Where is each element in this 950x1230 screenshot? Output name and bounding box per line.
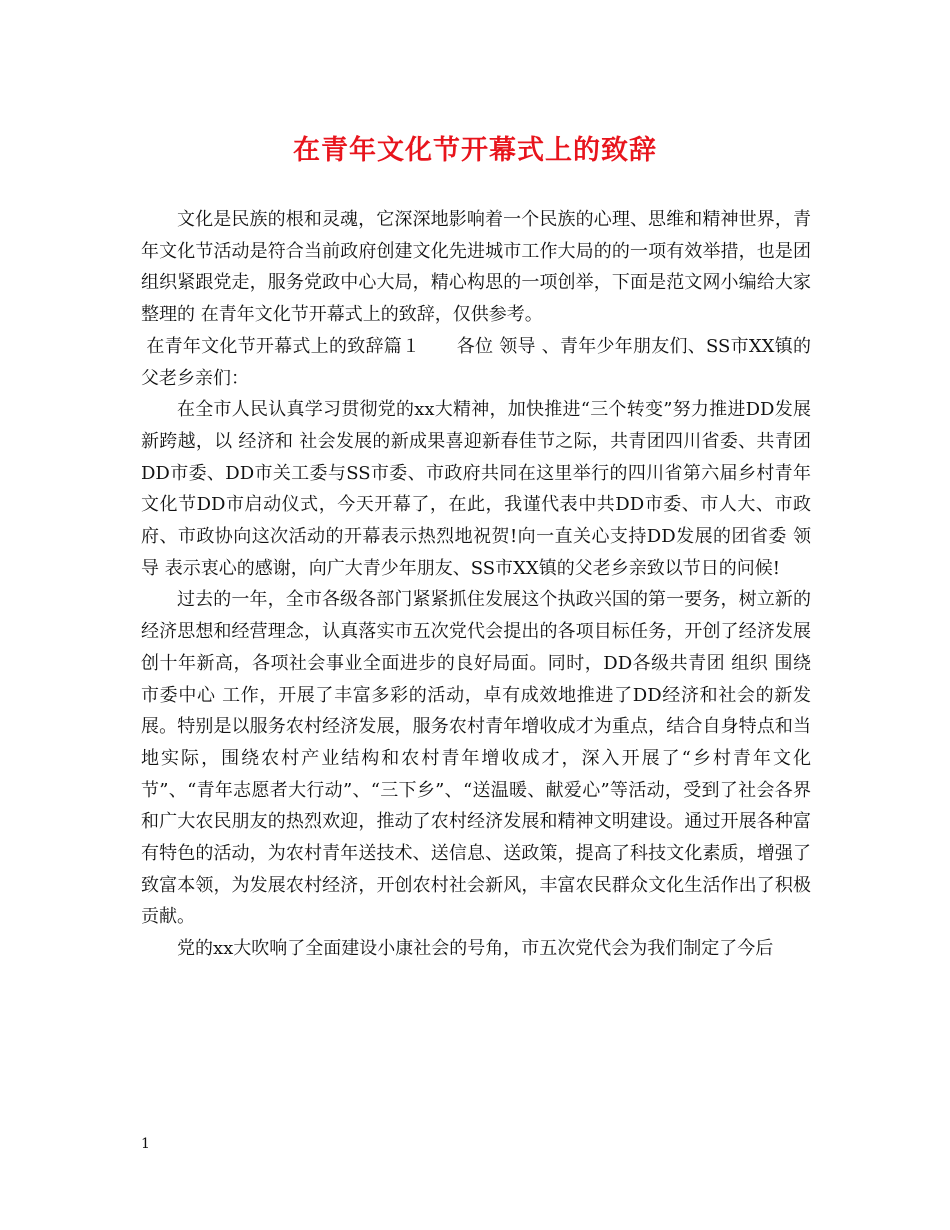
page-number: 1	[141, 1136, 150, 1152]
paragraph-intro: 文化是民族的根和灵魂，它深深地影响着一个民族的心理、思维和精神世界，青年文化节活动是符合当前政府创建文化先进城市工作大局的的一项有效举措，也是团组织紧跟党走，服务党政中心大局，精心构思的一项创举，下面是范文网小编给大家整理的 在青年文化节开幕式上的致辞，仅供参考。	[141, 209, 811, 326]
paragraph-review: 过去的一年，全市各级各部门紧紧抓住发展这个执政兴国的第一要务，树立新的经济思想和经营理念，认真落实市五次党代会提出的各项目标任务，开创了经济发展创十年新高，各项社会事业全面进步的良好局面。同时，DD各级共青团 组织 围绕市委中心 工作，开展了丰富多彩的活动，卓有成效地推进了DD经济和社会的新发展。特别是以服务农村经济发展，服务农村青年增收成才为重点，结合自身特点和当地实际，围绕农村产业结构和农村青年增收成才，深入开展了“乡村青年文化节”、“青年志愿者大行动”、“三下乡”、“送温暖、献爱心”等活动，受到了社会各界和广大农民朋友的热烈欢迎，推动了农村经济发展和精神文明建设。通过开展各种富有特色的活动，为农村青年送技术、送信息、送政策，提高了科技文化素质，增强了致富本领，为发展农村经济，开创农村社会新风，丰富农民群众文化生活作出了积极贡献。	[141, 589, 811, 928]
paragraph-salutation: 在青年文化节开幕式上的致辞篇１ 各位 领导 、青年少年朋友们、SS市XX镇的父老乡亲们：	[141, 335, 811, 389]
paragraph-opening: 在全市人民认真学习贯彻党的xx大精神，加快推进“三个转变”努力推进DD发展新跨越，以 经济和 社会发展的新成果喜迎新春佳节之际，共青团四川省委、共青团DD市委、DD市关工委与SS市委、市政府共同在这里举行的四川省第六届乡村青年 文化节DD市启动仪式，今天开幕了，在此，我谨代表中共DD市委、市人大、市政府、市政协向这次活动的开幕表示热烈地祝贺!向一直关心支持DD发展的团省委 领导 表示衷心的感谢，向广大青少年朋友、SS市XX镇的父老乡亲致以节日的问候!	[141, 399, 811, 579]
document-body	[141, 204, 811, 965]
paragraph-outlook: 党的xx大吹响了全面建设小康社会的号角，市五次党代会为我们制定了今后	[177, 938, 774, 960]
document-title: 在青年文化节开幕式上的致辞	[293, 135, 657, 166]
